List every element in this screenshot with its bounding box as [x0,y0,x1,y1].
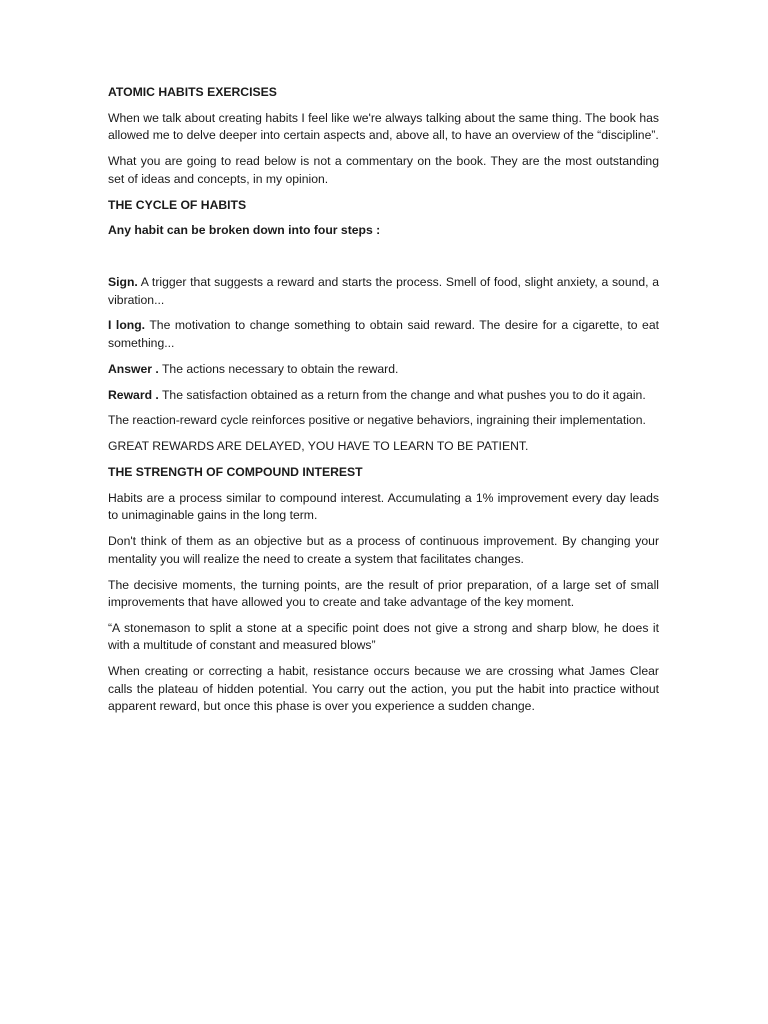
blank-space [108,248,659,274]
step-text: The actions necessary to obtain the reward. [158,361,399,376]
section-heading-compound-interest: THE STRENGTH OF COMPOUND INTEREST [108,464,363,479]
step-term: Sign. [108,275,138,290]
intro-paragraph-1: When we talk about creating habits I feel like we're always talking about the same thing. The book has allowed me to delve deeper into certain aspects and, above all, to have an overview of the “discipline”. [108,110,659,143]
compound-paragraph-2: Don't think of them as an objective but as a process of continuous improvement. By changing your mentality you will realize the need to create a system that facilitates changes. [108,534,659,566]
rewards-note-paragraph: GREAT REWARDS ARE DELAYED, YOU HAVE TO LEARN TO BE PATIENT. [108,439,529,454]
step-item-reward [108,387,659,405]
step-text: The satisfaction obtained as a return from the change and what pushes you to do it again. [158,387,646,402]
compound-paragraph-3: The decisive moments, the turning points, are the result of prior preparation, of a large set of small improvements that have allowed you to create and take advantage of the key moment. [108,577,659,610]
document-page [108,84,659,724]
step-term: I long. [108,318,146,333]
step-text: A trigger that suggests a reward and starts the process. Smell of food, slight anxiety, a sound, a vibration... [108,275,659,307]
cycle-note-paragraph: The reaction-reward cycle reinforces positive or negative behaviors, ingraining their implementation. [108,413,646,428]
section-heading-cycle: THE CYCLE OF HABITS [108,197,247,212]
step-item-sign [108,274,659,309]
step-term: Reward . [108,387,159,402]
step-term: Answer . [108,361,159,376]
quote-paragraph: “A stonemason to split a stone at a specific point does not give a strong and sharp blow, he does it with a multitude of constant and measured blows” [108,620,659,653]
compound-paragraph-1: Habits are a process similar to compound interest. Accumulating a 1% improvement every day leads to unimaginable gains in the long term. [108,490,659,523]
compound-paragraph-5: When creating or correcting a habit, resistance occurs because we are crossing what James Clear calls the plateau of hidden potential. You carry out the action, you put the habit into practice without apparent reward, but once this phase is over you experience a sudden change. [108,664,659,714]
step-item-answer [108,361,659,379]
step-item-long [108,317,659,352]
document-title: ATOMIC HABITS EXERCISES [108,85,277,99]
intro-paragraph-2: What you are going to read below is not a commentary on the book. They are the most outstanding set of ideas and concepts, in my opinion. [108,154,659,186]
section-subheading-steps: Any habit can be broken down into four steps : [108,223,381,238]
step-text: The motivation to change something to obtain said reward. The desire for a cigarette, to eat something... [108,318,659,351]
